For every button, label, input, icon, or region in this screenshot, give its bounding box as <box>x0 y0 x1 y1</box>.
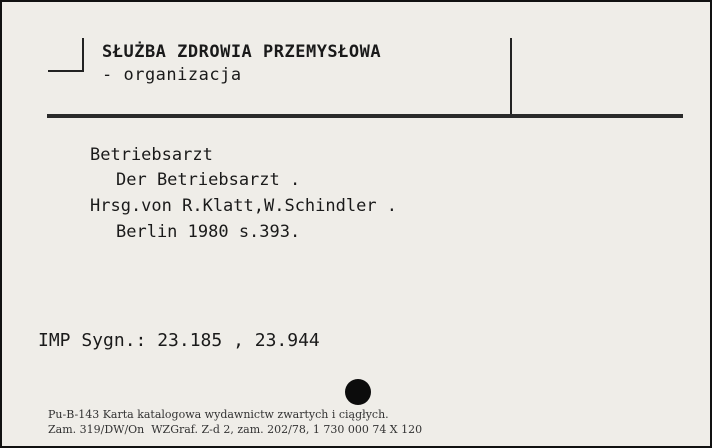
footer-print-info: Zam. 319/DW/On WZGraf. Z-d 2, zam. 202/78, 1 730 000 74 X 120 <box>48 423 423 436</box>
header-rule <box>47 114 683 118</box>
punch-hole <box>345 379 371 405</box>
entry-place-year: Berlin 1980 s.393. <box>116 222 301 242</box>
footer-form-label: Pu-B-143 Karta katalogowa wydawnictw zwartych i ciągłych. <box>48 408 389 421</box>
subject-heading: SŁUŻBA ZDROWIA PRZEMYSŁOWA <box>102 42 382 62</box>
subject-subheading: - organizacja <box>102 65 242 85</box>
header-right-divider <box>510 38 512 114</box>
entry-title: Der Betriebsarzt . <box>116 170 301 190</box>
entry-editors: Hrsg.von R.Klatt,W.Schindler . <box>90 196 398 216</box>
call-number: IMP Sygn.: 23.185 , 23.944 <box>38 330 320 351</box>
header-left-tick <box>48 70 84 72</box>
header-left-bracket <box>82 38 84 72</box>
entry-heading: Betriebsarzt <box>90 145 213 165</box>
